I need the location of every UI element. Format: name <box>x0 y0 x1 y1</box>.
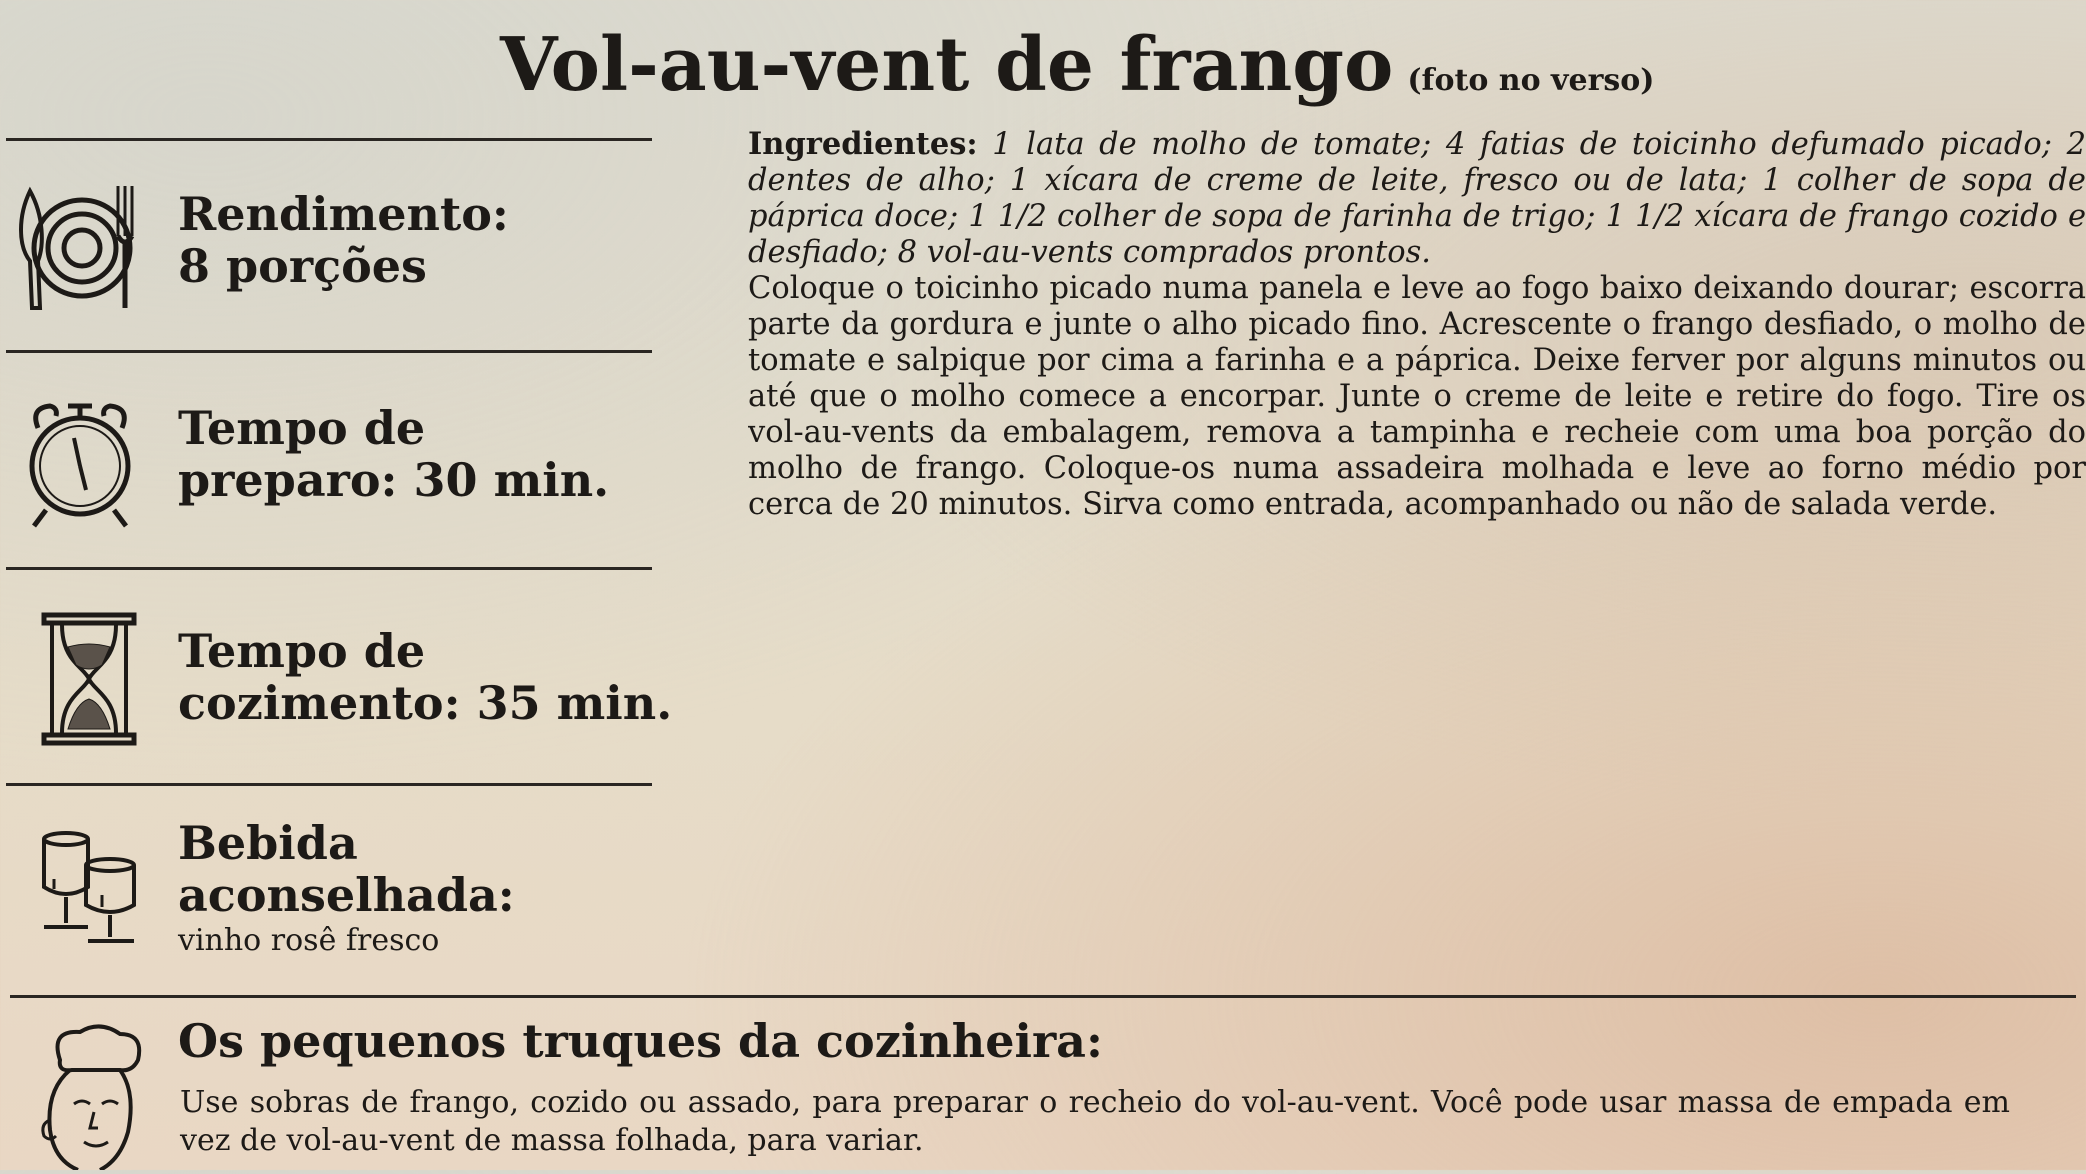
divider <box>6 783 652 786</box>
recipe-title-main: Vol-au-vent de frango <box>500 22 1394 108</box>
wine-glasses-icon <box>30 823 160 963</box>
cook-time-text <box>178 625 672 729</box>
servings-label: Rendimento: <box>178 187 509 241</box>
drink-suggestion: vinho rosê fresco <box>178 923 440 958</box>
tricks-title: Os pequenos truques da cozinheira: <box>178 1014 1103 1068</box>
prep-time-text <box>178 402 609 506</box>
drink-row <box>0 793 660 993</box>
ingredients-paragraph <box>748 126 2086 271</box>
recipe-title <box>500 22 1654 108</box>
cook-time-value: cozimento: 35 min. <box>178 676 673 730</box>
alarm-clock-icon <box>16 398 146 538</box>
method-paragraph: Coloque o toicinho picado numa panela e leve ao fogo baixo deixando dourar; escorra parte da gordura e junte o alho picado fino. Acrescente o frango desfiado, o molho de tomate e salpique por cima a farinha e a páprica. Deixe ferver por alguns minutos ou até que o molho comece a encorpar. Junte o creme de leite e retire do fogo. Tire os vol-au-vents da embalagem, remova a tampinha e recheie com uma boa porção do molho de frango. Coloque-os numa assadeira molhada e leve ao forno médio por cerca de 20 minutos. Sirva como entrada, acompanhado ou não de salada verde. <box>748 271 2086 522</box>
hourglass-icon <box>24 611 154 751</box>
prep-time-row <box>0 360 660 560</box>
drink-text <box>178 817 515 961</box>
divider <box>6 567 652 570</box>
ingredients-list: 1 lata de molho de tomate; 4 fatias de toicinho defumado picado; 2 dentes de alho; 1 xícara de creme de leite, fresco ou de lata; 1 colher de sopa de páprica doce; 1 1/2 colher de sopa de farinha de trigo; 1 1/2 xícara de frango cozido e desfiado; 8 vol-au-vents comprados prontos. <box>748 127 2086 270</box>
recipe-title-note: (foto no verso) <box>1407 63 1655 98</box>
cook-time-label: Tempo de <box>178 624 426 678</box>
drink-label-line1: Bebida <box>178 816 358 870</box>
prep-time-value: preparo: 30 min. <box>178 453 610 507</box>
prep-time-label: Tempo de <box>178 401 426 455</box>
divider <box>10 995 2076 998</box>
drink-label-line2: aconselhada: <box>178 868 515 922</box>
recipe-body <box>748 126 2086 526</box>
divider <box>6 350 652 353</box>
chef-woman-icon <box>20 1020 150 1170</box>
plate-cutlery-icon <box>10 176 140 316</box>
servings-row <box>0 150 660 345</box>
servings-value: 8 porções <box>178 239 427 293</box>
ingredients-label: Ingredientes: <box>748 126 978 162</box>
cook-time-row <box>0 577 673 777</box>
servings-text <box>178 188 509 292</box>
tricks-text: Use sobras de frango, cozido ou assado, para preparar o recheio do vol-au-vent. Você pode usar massa de empada em vez de vol-au-vent de massa folhada, para variar. <box>180 1085 2010 1158</box>
divider <box>6 138 652 141</box>
